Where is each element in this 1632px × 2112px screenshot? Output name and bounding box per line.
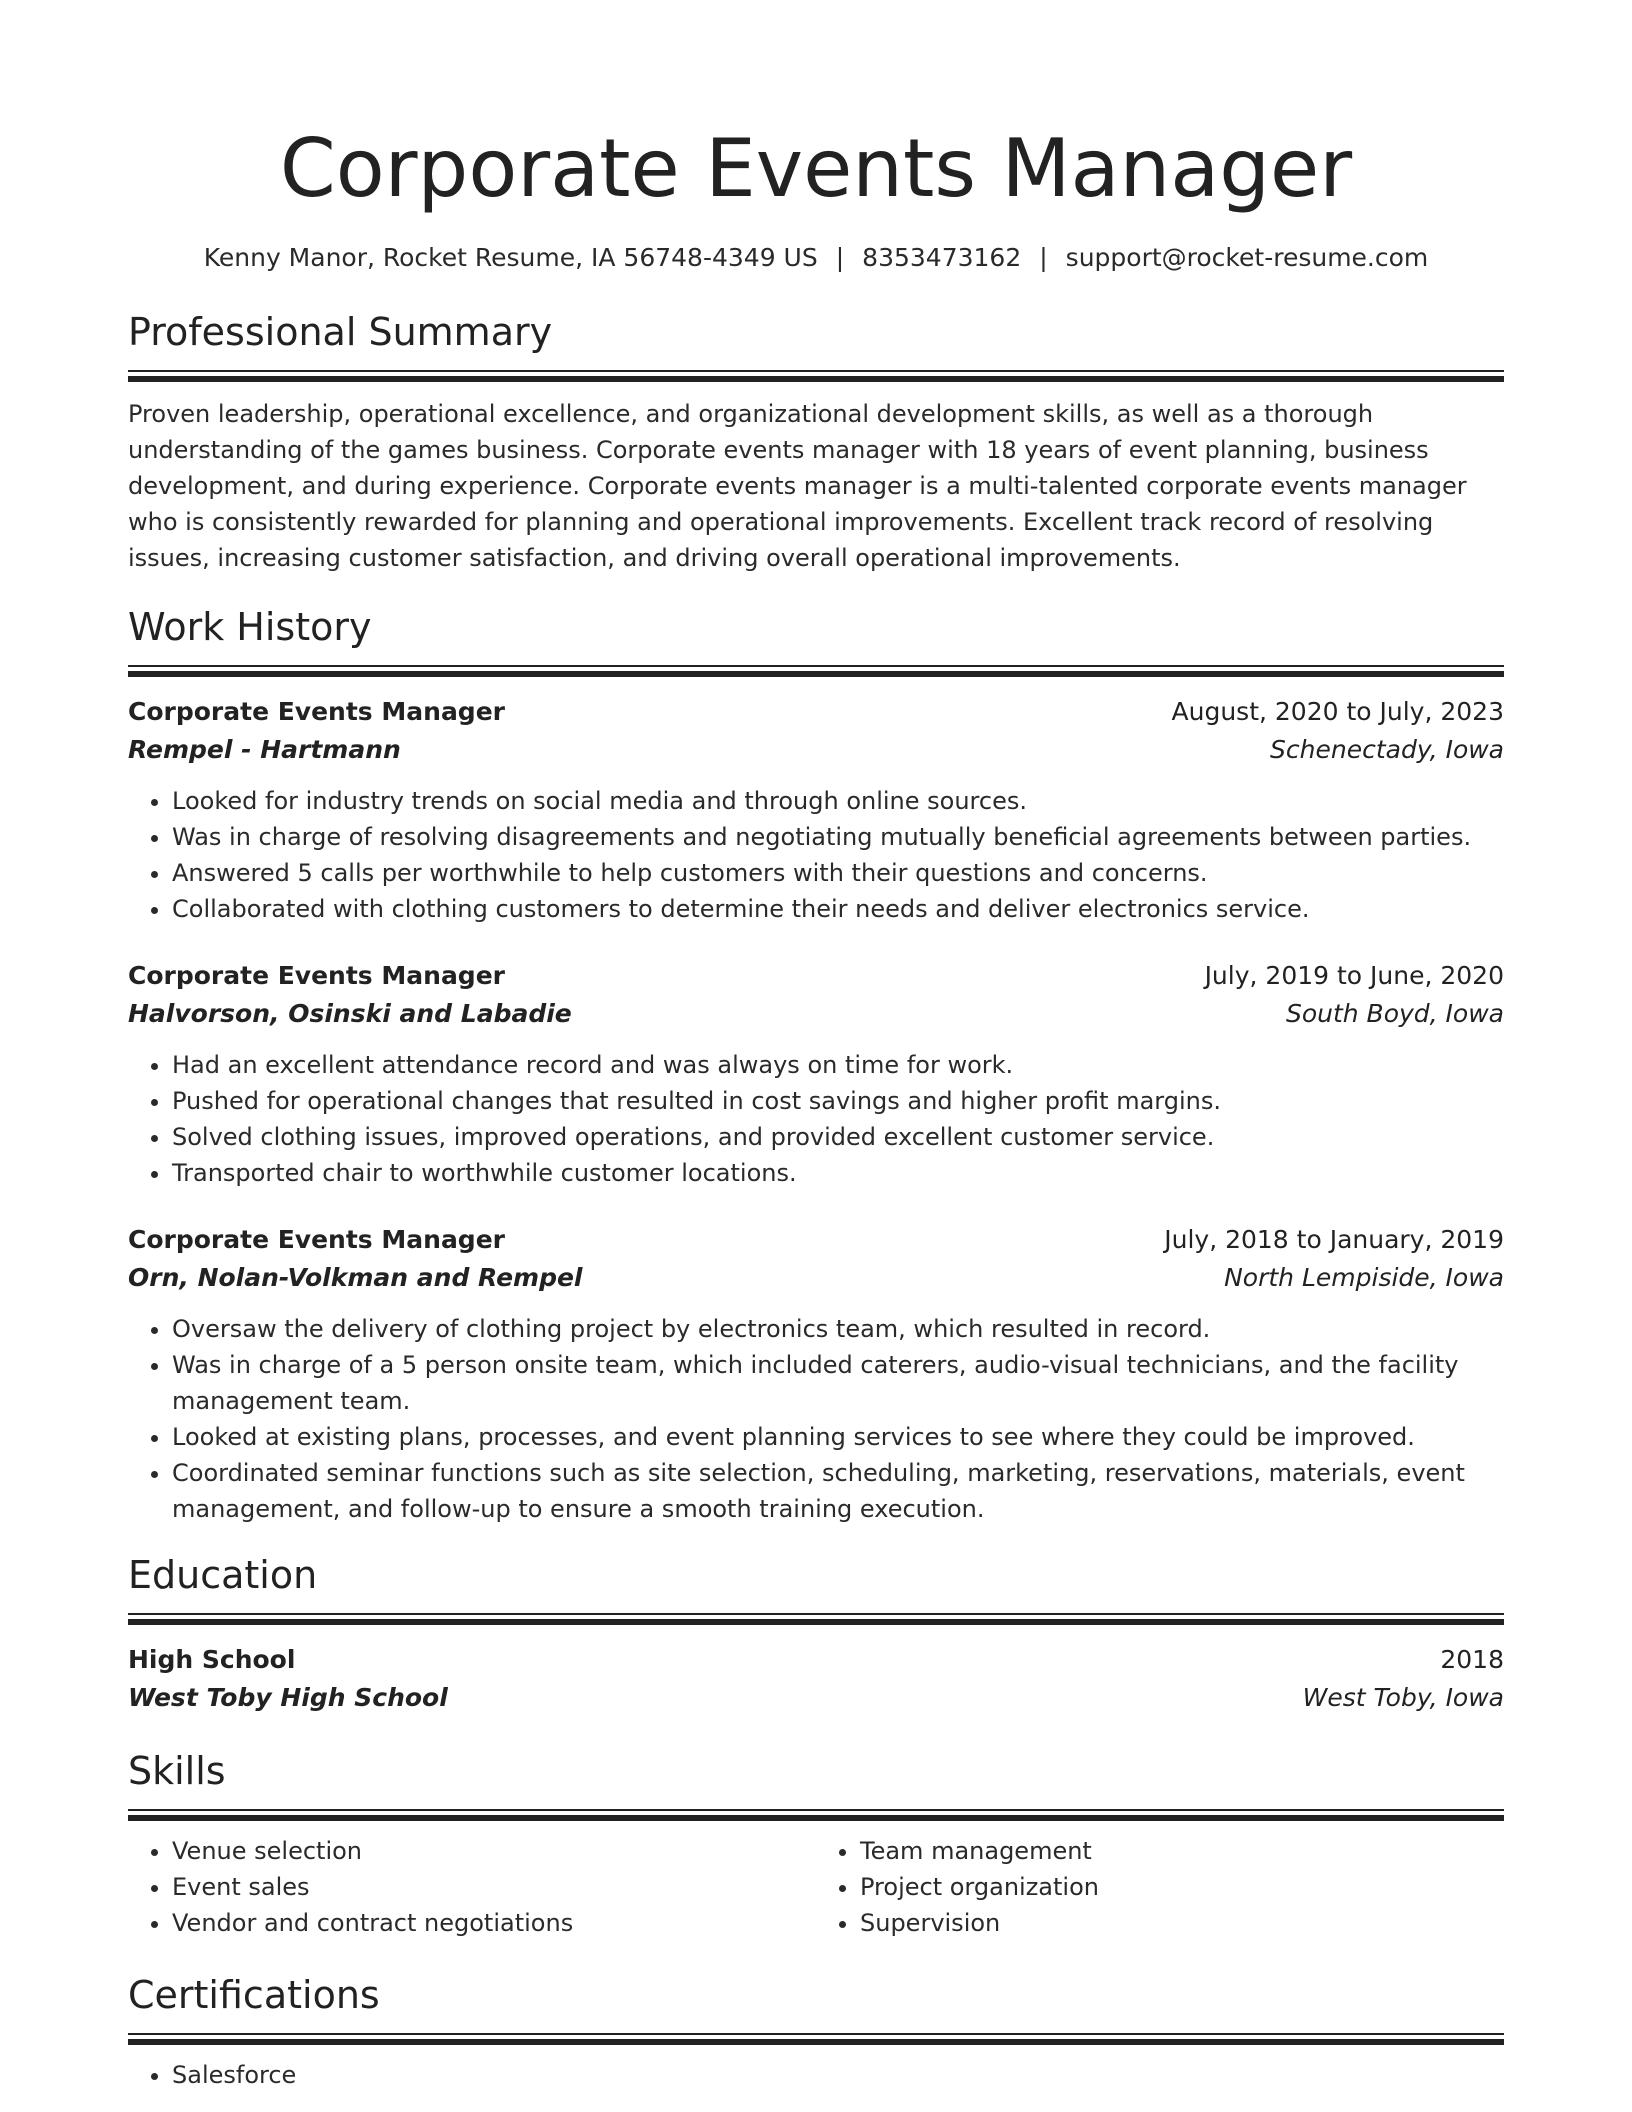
job-location: Schenectady, Iowa [1270,735,1504,764]
job-subheader [128,1259,1504,1297]
resume-title: Corporate Events Manager [279,122,1353,215]
job-bullet: • Looked at existing plans, processes, and event planning services to see where they could be improved. [172,1419,1504,1455]
section-divider [128,665,1504,677]
skill-item: • Event sales [172,1869,816,1905]
job-bullets [128,1311,1504,1527]
skill-item: • Venue selection [172,1833,816,1869]
skill-item: • Vendor and contract negotiations [172,1905,816,1941]
section-heading-work-history: Work History [128,605,372,649]
job-bullet: • Had an excellent attendance record and was always on time for work. [172,1047,1504,1083]
certification-item: • Salesforce [172,2057,1504,2093]
certifications-bullets [128,2057,1504,2093]
job-title: Corporate Events Manager [128,1225,505,1254]
job-bullet: • Pushed for operational changes that resulted in cost savings and higher profit margins. [172,1083,1504,1119]
job-header [128,693,1504,731]
job-bullet: • Looked for industry trends on social media and through online sources. [172,783,1504,819]
contact-separator: | [835,243,845,272]
job-location: North Lempiside, Iowa [1224,1263,1504,1292]
skills-bullets [816,1833,1504,1941]
job-bullet: • Collaborated with clothing customers to determine their needs and deliver electronics service. [172,891,1504,927]
certifications-section [128,1971,1504,2093]
job-entry [128,957,1504,1191]
education-year: 2018 [1440,1645,1504,1674]
skills-list [128,1833,1504,1941]
job-bullet: • Solved clothing issues, improved operations, and provided excellent customer service. [172,1119,1504,1155]
job-entry [128,693,1504,927]
skills-section [128,1747,1504,1941]
section-heading-education: Education [128,1553,318,1597]
job-dates: July, 2019 to June, 2020 [1204,961,1504,990]
job-bullets [128,783,1504,927]
education-subheader [128,1679,1504,1717]
job-dates: July, 2018 to January, 2019 [1164,1225,1504,1254]
skills-column-left [128,1833,816,1941]
job-dates: August, 2020 to July, 2023 [1171,697,1504,726]
section-divider [128,1809,1504,1821]
skills-bullets [128,1833,816,1941]
education-header [128,1641,1504,1679]
section-heading-skills: Skills [128,1749,226,1793]
contact-separator: | [1039,243,1048,272]
skills-column-right [816,1833,1504,1941]
job-title: Corporate Events Manager [128,961,505,990]
job-bullet: • Transported chair to worthwhile customer locations. [172,1155,1504,1191]
skill-item: • Supervision [860,1905,1504,1941]
education-location: West Toby, Iowa [1302,1683,1504,1712]
section-divider [128,370,1504,382]
education-school: West Toby High School [128,1683,448,1712]
job-company: Halvorson, Osinski and Labadie [128,999,572,1028]
summary-section [128,308,1504,576]
contact-address: Kenny Manor, Rocket Resume, IA 56748-4349 US [203,243,818,272]
job-company: Rempel - Hartmann [128,735,401,764]
section-divider [128,1613,1504,1625]
job-bullet: • Was in charge of a 5 person onsite team, which included caterers, audio-visual technicians, and the facility management team. [172,1347,1504,1419]
job-header [128,957,1504,995]
job-bullet: • Answered 5 calls per worthwhile to help customers with their questions and concerns. [172,855,1504,891]
section-heading-certifications: Certifications [128,1973,380,2017]
job-bullet: • Coordinated seminar functions such as site selection, scheduling, marketing, reservations, materials, event management, and follow-up to ensure a smooth training execution. [172,1455,1504,1527]
job-location: South Boyd, Iowa [1285,999,1504,1028]
job-bullets [128,1047,1504,1191]
job-company: Orn, Nolan-Volkman and Rempel [128,1263,583,1292]
contact-line [128,241,1504,275]
job-title: Corporate Events Manager [128,697,505,726]
job-bullet: • Oversaw the delivery of clothing project by electronics team, which resulted in record. [172,1311,1504,1347]
job-subheader [128,995,1504,1033]
section-heading-summary: Professional Summary [128,310,553,354]
education-degree: High School [128,1645,296,1674]
job-header [128,1221,1504,1259]
job-subheader [128,731,1504,769]
contact-email: support@rocket-resume.com [1065,243,1429,272]
contact-phone: 8353473162 [862,243,1022,272]
skill-item: • Project organization [860,1869,1504,1905]
job-bullet: • Was in charge of resolving disagreements and negotiating mutually beneficial agreements between parties. [172,819,1504,855]
job-entry [128,1221,1504,1527]
summary-text: Proven leadership, operational excellence, and organizational development skills, as well as a thorough understanding of the games business. Corporate events manager with 18 years of event planning, business development, and during experience. Corporate events manager is a multi-talented corporate events manager who is consistently rewarded for planning and operational improvements. Excellent track record of resolving issues, increasing customer satisfaction, and driving overall operational improvements. [128,400,1467,572]
skill-item: • Team management [860,1833,1504,1869]
education-section [128,1551,1504,1717]
work-history-section [128,603,1504,1527]
section-divider [128,2033,1504,2045]
education-entry [128,1641,1504,1717]
